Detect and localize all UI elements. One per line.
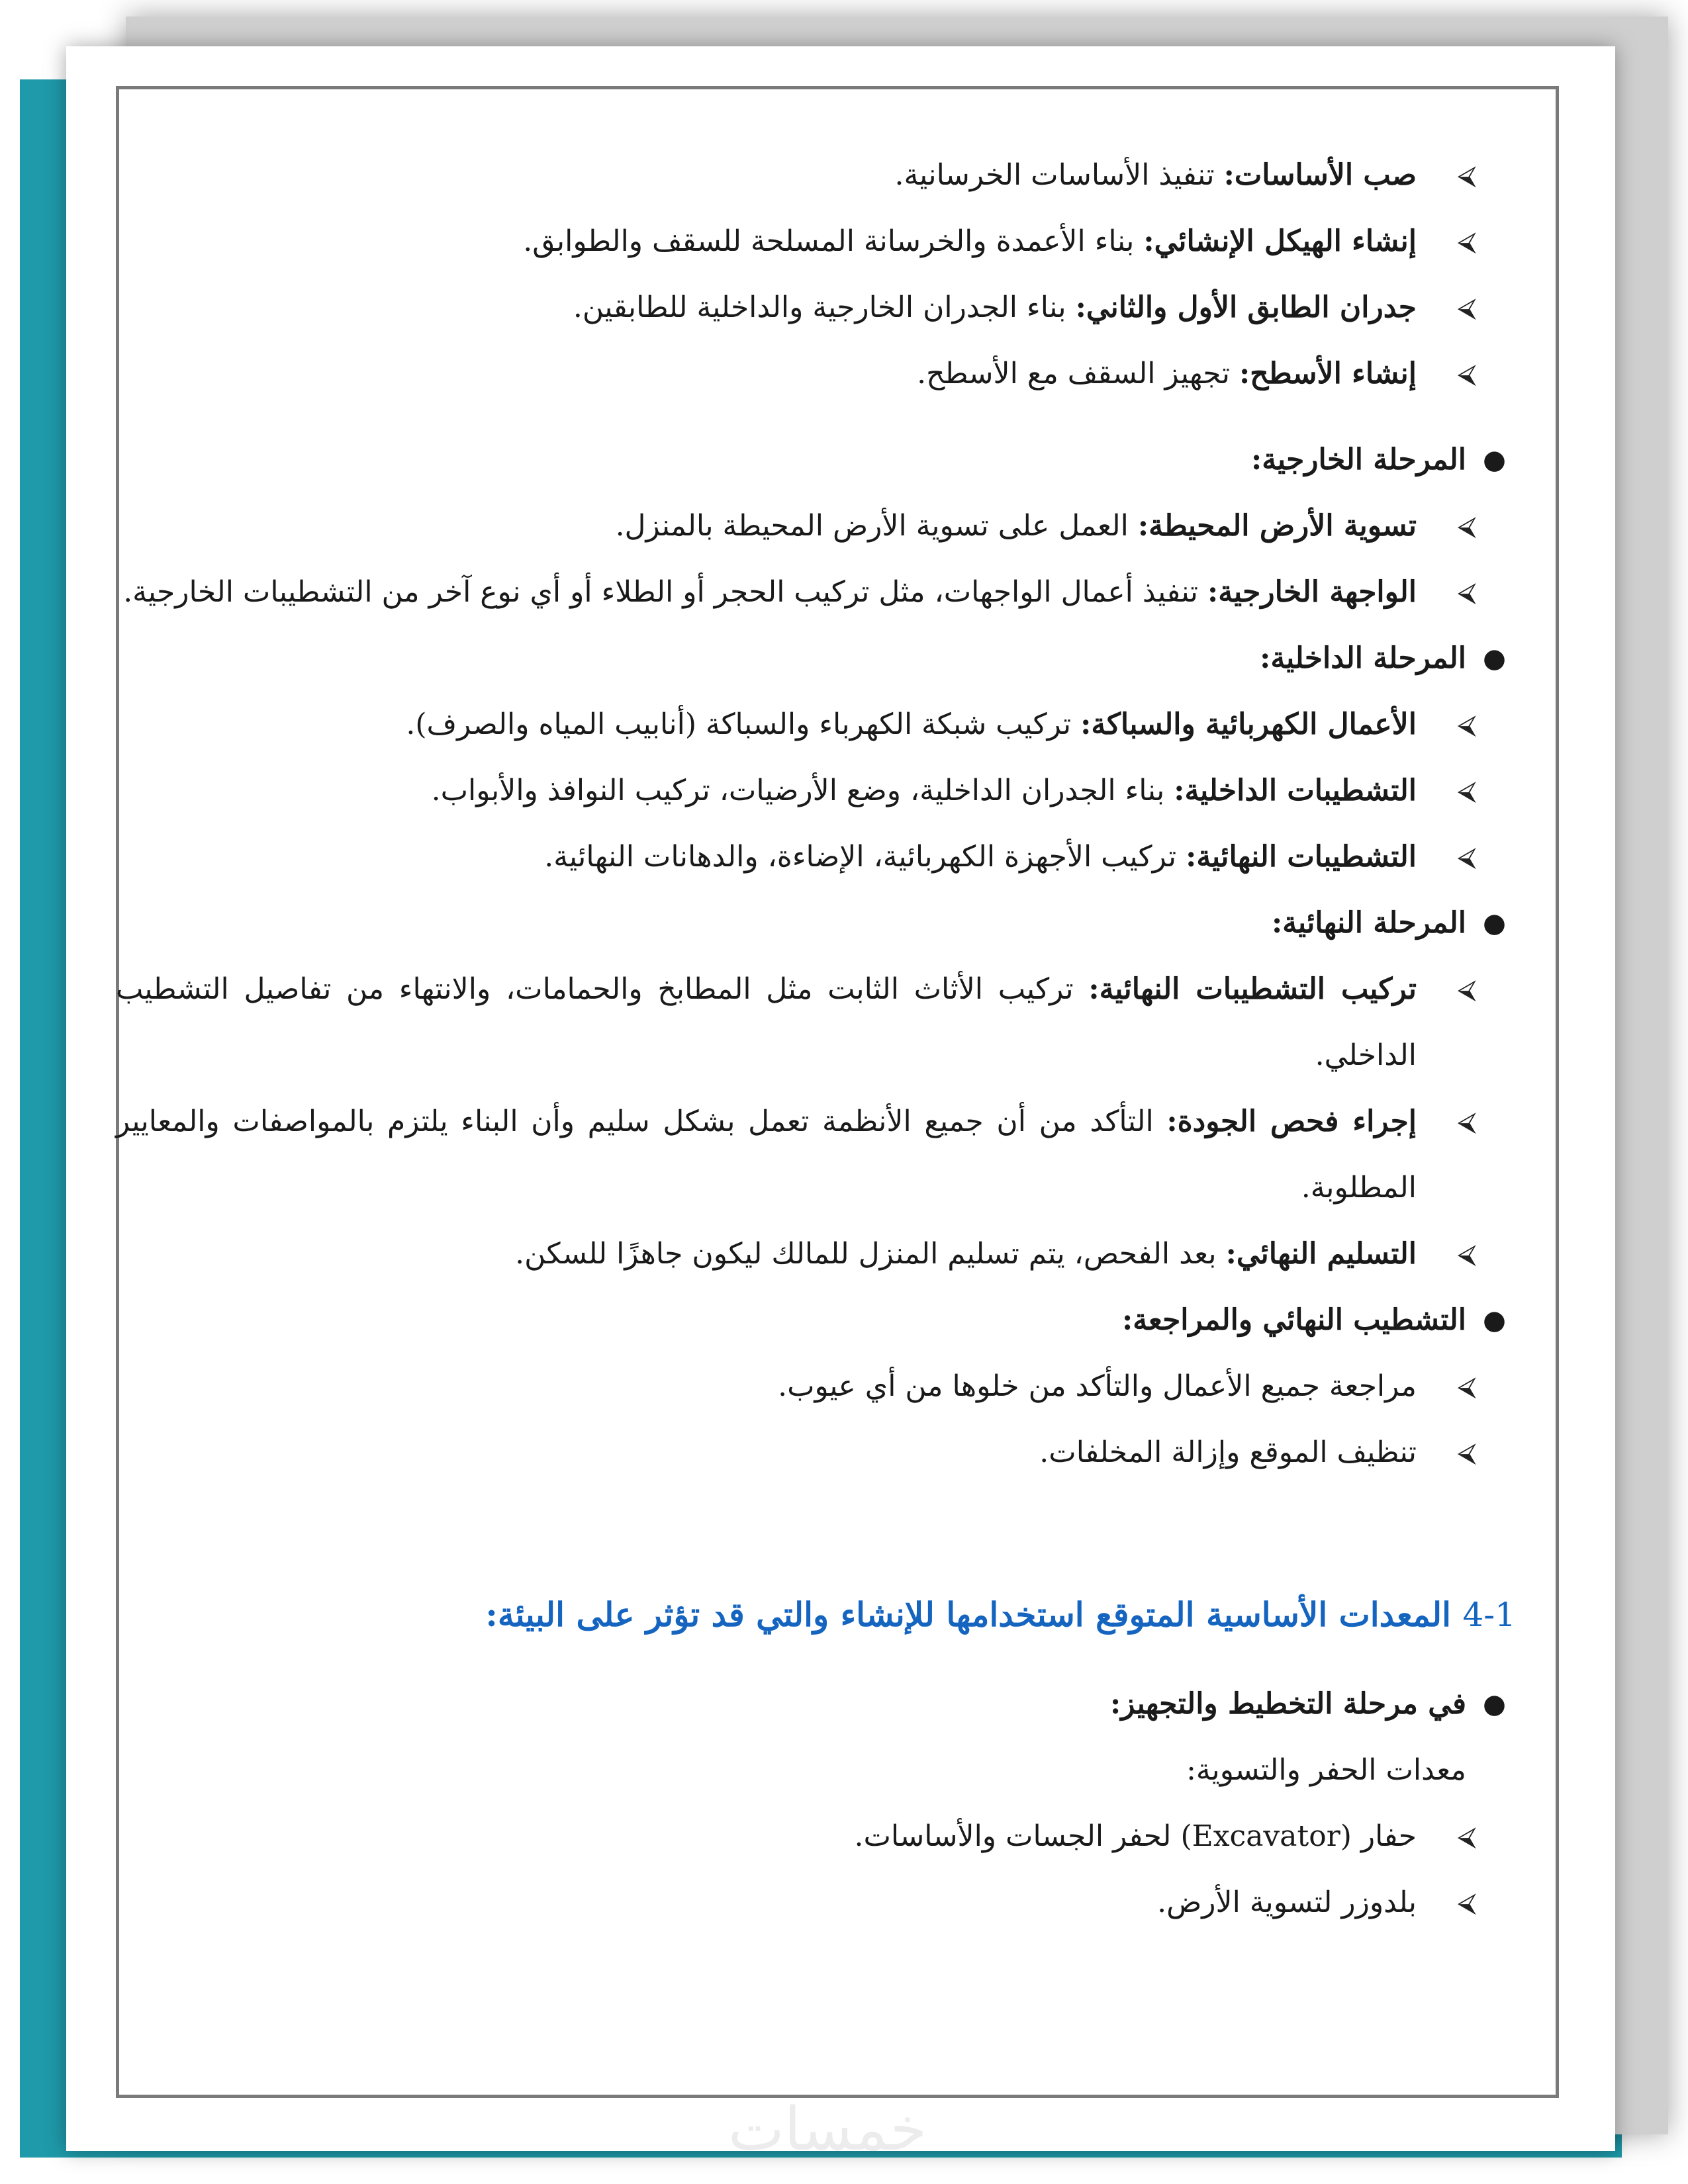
list-item: ⮘ تركيب التشطيبات النهائية: تركيب الأثاث الثابت مثل المطابخ والحمامات، والانتهاء من تفاصيل التشطيب الداخلي. <box>116 956 1516 1089</box>
list-item: ⮘ الأعمال الكهربائية والسباكة: تركيب شبكة الكهرباء والسباكة (أنابيب المياه والصرف). <box>116 692 1516 758</box>
section-title: ● في مرحلة التخطيط والتجهيز: <box>116 1671 1516 1737</box>
arrow-bullet-icon: ⮘ <box>1457 1888 1476 1918</box>
arrow-bullet-icon: ⮘ <box>1457 160 1476 191</box>
watermark: خمسات <box>728 2095 927 2164</box>
list-item: ⮘ التشطيبات الداخلية: بناء الجدران الداخلية، وضع الأرضيات، تركيب النوافذ والأبواب. <box>116 758 1516 824</box>
subtitle: معدات الحفر والتسوية: <box>1186 1753 1466 1787</box>
list-item: ⮘ مراجعة جميع الأعمال والتأكد من خلوها من أي عيوب. <box>116 1353 1516 1420</box>
section-heading-title: المعدات الأساسية المتوقع استخدامها للإنشاء والتي قد تؤثر على البيئة: <box>485 1595 1452 1634</box>
arrow-bullet-icon: ⮘ <box>1457 1371 1476 1402</box>
list-item: ⮘ التسليم النهائي: بعد الفحص، يتم تسليم المنزل للمالك ليكون جاهزًا للسكن. <box>116 1221 1516 1287</box>
list-item: ⮘ الواجهة الخارجية: تنفيذ أعمال الواجهات، مثل تركيب الحجر أو الطلاء أو أي نوع آخر من التشطيبات الخارجية. <box>116 559 1516 625</box>
arrow-bullet-icon: ⮘ <box>1457 974 1476 1005</box>
list-item: ⮘ بلدوزر لتسوية الأرض. <box>116 1870 1516 1936</box>
list-item: ⮘ إجراء فحص الجودة: التأكد من أن جميع الأنظمة تعمل بشكل سليم وأن البناء يلتزم بالمواصفات والمعايير المطلوبة. <box>116 1089 1516 1221</box>
arrow-bullet-icon: ⮘ <box>1457 709 1476 740</box>
arrow-bullet-icon: ⮘ <box>1457 1437 1476 1468</box>
list-item: ⮘ إنشاء الأسطح: تجهيز السقف مع الأسطح. <box>116 341 1516 407</box>
list-item: ⮘ تسوية الأرض المحيطة: العمل على تسوية الأرض المحيطة بالمنزل. <box>116 493 1516 559</box>
bullet-icon: ● <box>1483 1305 1506 1336</box>
bullet-icon: ● <box>1483 643 1506 674</box>
arrow-bullet-icon: ⮘ <box>1457 1107 1476 1137</box>
list-item: ⮘ صب الأساسات: تنفيذ الأساسات الخرسانية. <box>116 142 1516 208</box>
list-item: ⮘ حفار (Excavator) لحفر الجسات والأساسات. <box>116 1803 1516 1870</box>
arrow-bullet-icon: ⮘ <box>1457 1821 1476 1852</box>
arrow-bullet-icon: ⮘ <box>1457 511 1476 541</box>
section-title: ● المرحلة النهائية: <box>116 890 1516 956</box>
document-body <box>116 142 1516 1936</box>
list-item: ⮘ جدران الطابق الأول والثاني: بناء الجدران الخارجية والداخلية للطابقين. <box>116 275 1516 341</box>
list-item: ⮘ إنشاء الهيكل الإنشائي: بناء الأعمدة والخرسانة المسلحة للسقف والطوابق. <box>116 208 1516 275</box>
section-title: ● المرحلة الداخلية: <box>116 625 1516 692</box>
bullet-icon: ● <box>1483 1689 1506 1719</box>
arrow-bullet-icon: ⮘ <box>1457 359 1476 389</box>
arrow-bullet-icon: ⮘ <box>1457 293 1476 323</box>
arrow-bullet-icon: ⮘ <box>1457 577 1476 608</box>
section-title: ● التشطيب النهائي والمراجعة: <box>116 1287 1516 1353</box>
bullet-icon: ● <box>1483 908 1506 938</box>
arrow-bullet-icon: ⮘ <box>1457 842 1476 872</box>
section-title: ● المرحلة الخارجية: <box>116 427 1516 493</box>
arrow-bullet-icon: ⮘ <box>1457 226 1476 257</box>
arrow-bullet-icon: ⮘ <box>1457 776 1476 806</box>
list-item: ⮘ تنظيف الموقع وإزالة المخلفات. <box>116 1420 1516 1486</box>
section-number: 4-1 <box>1462 1596 1516 1634</box>
section-heading <box>116 1578 1516 1651</box>
list-item: ⮘ التشطيبات النهائية: تركيب الأجهزة الكهربائية، الإضاءة، والدهانات النهائية. <box>116 824 1516 890</box>
arrow-bullet-icon: ⮘ <box>1457 1239 1476 1269</box>
bullet-icon: ● <box>1483 445 1506 475</box>
